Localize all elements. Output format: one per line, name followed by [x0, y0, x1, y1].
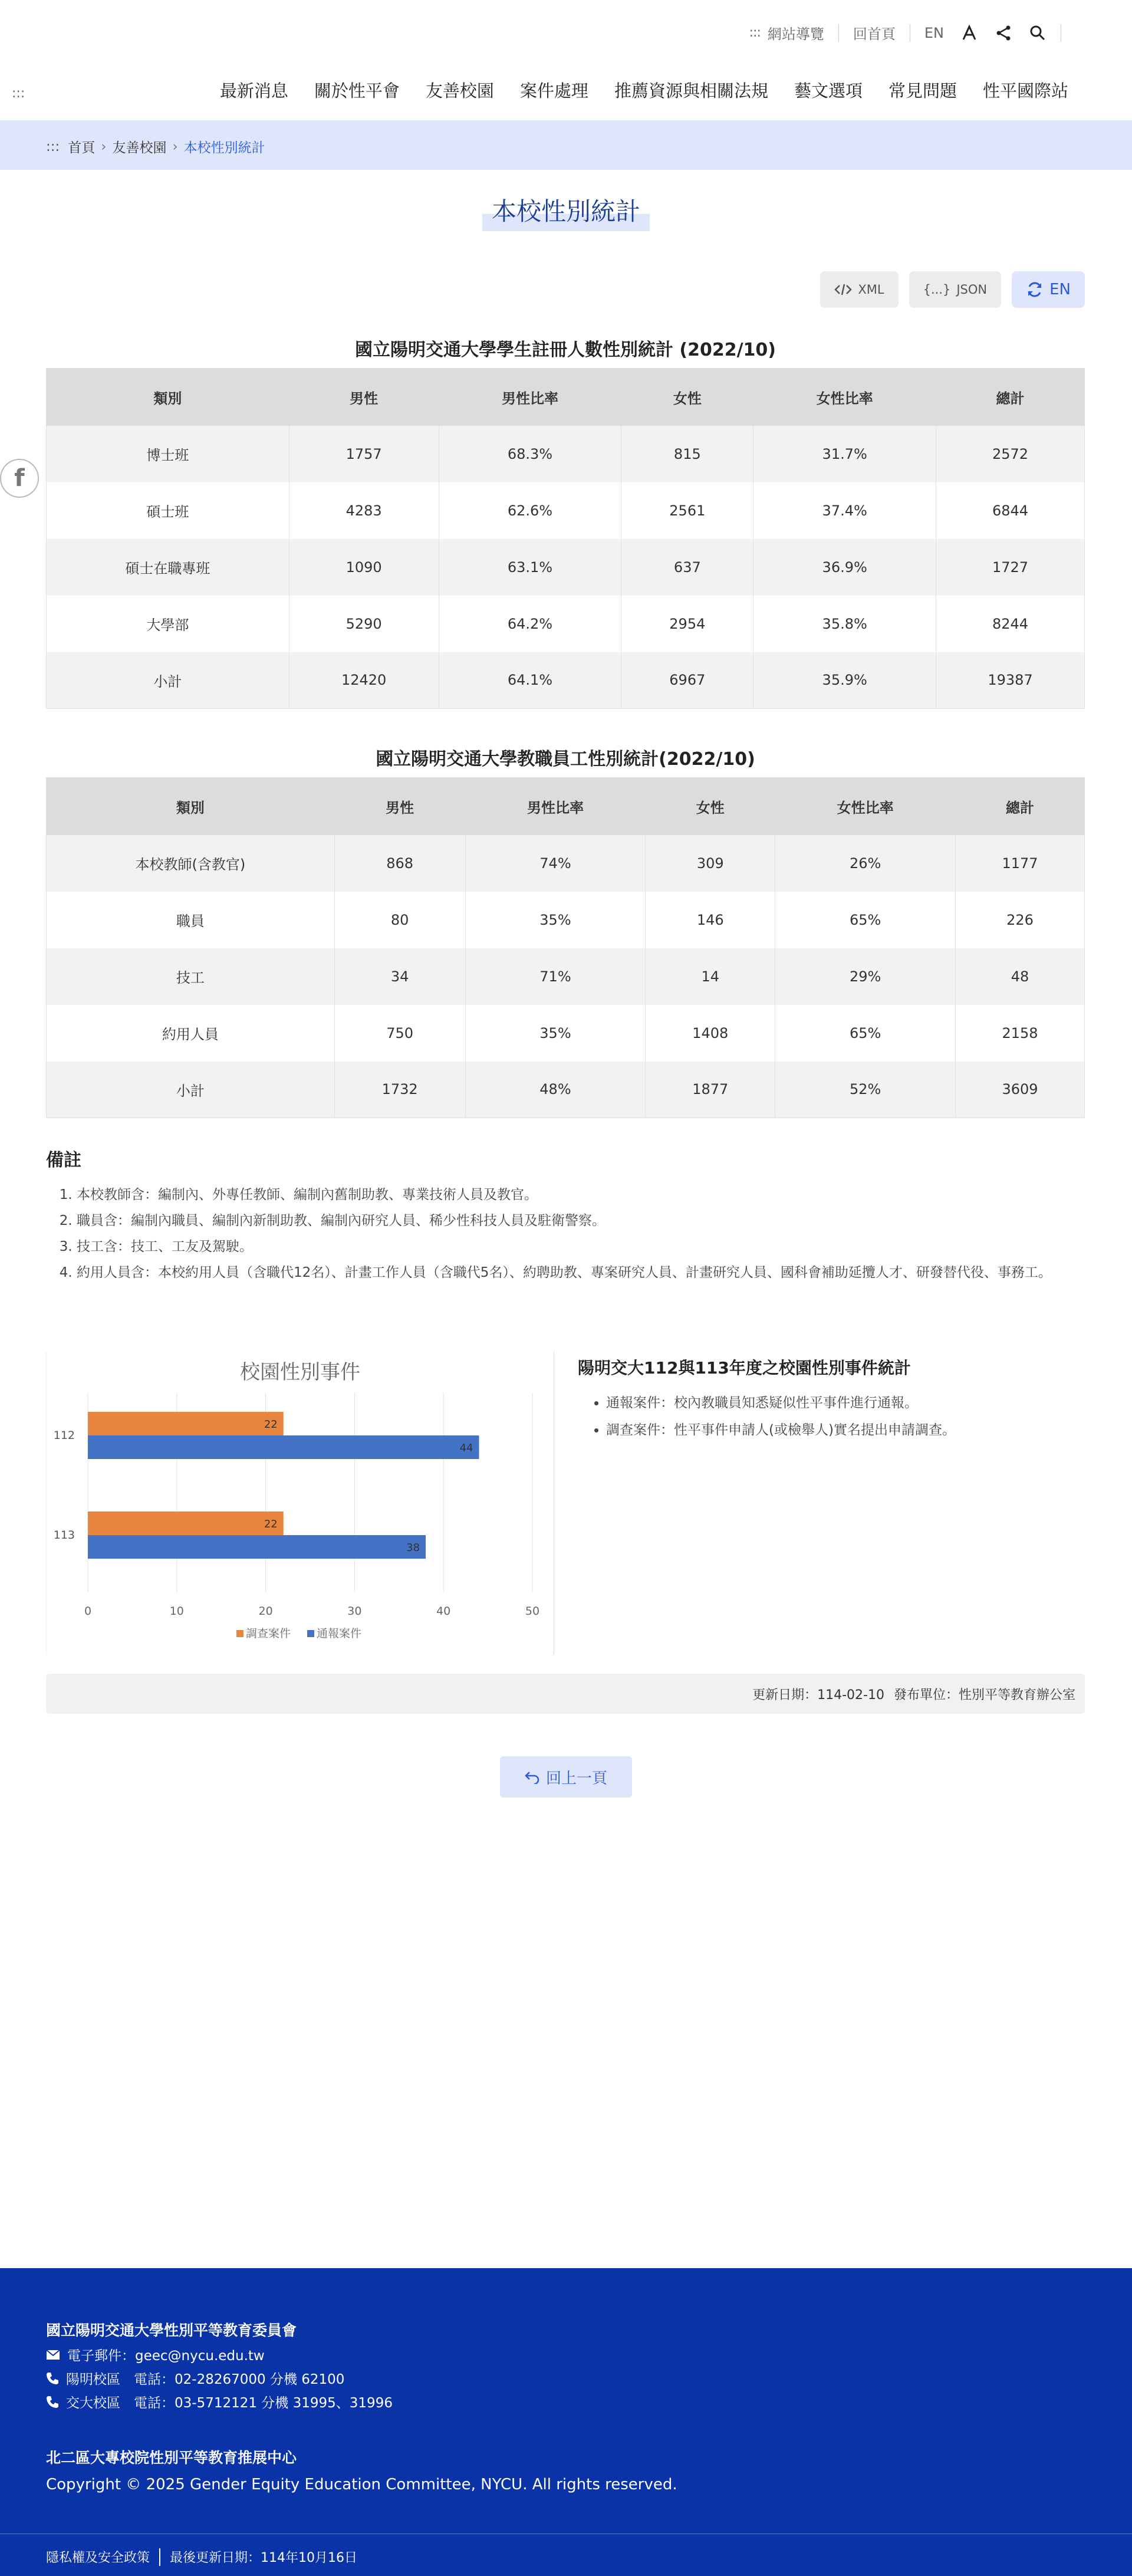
nav-item-resources[interactable]: 推薦資源與相關法規	[614, 81, 768, 101]
note-item: 2. 職員含：編制內職員、編制內新制助教、編制內研究人員、稀少性科技人員及駐衛警察。	[77, 1208, 1085, 1234]
table-cell: 小計	[47, 652, 289, 709]
table-cell: 5290	[289, 596, 439, 652]
legend-label: 通報案件	[317, 1627, 362, 1640]
nav-item-about[interactable]: 關於性平會	[314, 81, 400, 101]
column-header: 類別	[47, 369, 289, 426]
table-cell: 637	[621, 539, 753, 596]
table-header-row	[47, 778, 1085, 835]
table-cell: 63.1%	[439, 539, 621, 596]
json-label: JSON	[956, 282, 988, 297]
json-button[interactable]	[909, 271, 1002, 308]
table-cell: 碩士班	[47, 482, 289, 539]
column-header: 男性比率	[439, 369, 621, 426]
nav-item-arts[interactable]: 藝文選項	[794, 81, 863, 101]
breadcrumb-friendly-campus[interactable]: 友善校園	[112, 140, 167, 156]
y-tick-label: 113	[53, 1529, 75, 1542]
table-cell: 2158	[956, 1005, 1085, 1062]
incident-summary-title: 陽明交大112與113年度之校園性別事件統計	[578, 1358, 911, 1378]
students-table	[46, 368, 1085, 709]
nav-item-international[interactable]: 性平國際站	[982, 81, 1068, 101]
back-button[interactable]	[500, 1756, 632, 1798]
table-cell: 8244	[936, 596, 1085, 652]
sitemap-link[interactable]: 網站導覽	[767, 26, 824, 42]
data-label: 22	[264, 1518, 278, 1530]
y-tick-label: 112	[53, 1429, 75, 1442]
table-cell: 36.9%	[753, 539, 936, 596]
table-row	[47, 1062, 1085, 1118]
table-cell: 大學部	[47, 596, 289, 652]
x-tick-label: 30	[347, 1605, 362, 1618]
table-cell: 74%	[465, 835, 646, 892]
table-cell: 37.4%	[753, 482, 936, 539]
font-size-icon[interactable]	[960, 24, 978, 42]
xml-label: XML	[858, 282, 884, 297]
chart-title: 校園性別事件	[240, 1361, 360, 1384]
language-link[interactable]: EN	[924, 24, 944, 41]
utility-bar	[749, 22, 1075, 43]
staff-table-title: 國立陽明交通大學教職員工性別統計(2022/10)	[376, 749, 755, 770]
phone-icon	[46, 2396, 59, 2409]
footer-email-line	[46, 2345, 265, 2364]
column-header: 女性	[646, 778, 775, 835]
footer-chiaotung-phone: 交大校區 電話：03-5712121 分機 31995、31996	[66, 2396, 393, 2411]
table-cell: 868	[334, 835, 465, 892]
share-icon[interactable]	[995, 24, 1012, 42]
publish-info-bar	[46, 1674, 1085, 1714]
phone-icon	[46, 2372, 59, 2385]
footer-phone-line	[46, 2392, 393, 2411]
table-cell: 815	[621, 426, 753, 482]
column-header: 女性比率	[775, 778, 956, 835]
table-cell: 本校教師(含教官)	[47, 835, 335, 892]
english-button[interactable]	[1012, 271, 1085, 308]
table-row	[47, 482, 1085, 539]
table-cell: 1408	[646, 1005, 775, 1062]
table-cell: 1177	[956, 835, 1085, 892]
table-cell: 309	[646, 835, 775, 892]
table-cell: 35.8%	[753, 596, 936, 652]
table-cell: 3609	[956, 1062, 1085, 1118]
x-tick-label: 50	[525, 1605, 540, 1618]
table-cell: 1757	[289, 426, 439, 482]
table-cell: 職員	[47, 892, 335, 948]
main-nav	[194, 78, 1068, 102]
footer-yangming-phone: 陽明校區 電話：02-28267000 分機 62100	[66, 2372, 345, 2387]
table-cell: 12420	[289, 652, 439, 709]
staff-table	[46, 777, 1085, 1118]
incident-summary	[578, 1355, 1085, 1444]
incident-item: • 通報案件：校內教職員知悉疑似性平事件進行通報。	[606, 1389, 1085, 1417]
divider	[838, 24, 839, 42]
x-tick-label: 0	[84, 1605, 92, 1618]
nav-item-cases[interactable]: 案件處理	[519, 81, 588, 101]
footer-bottom	[46, 2548, 357, 2566]
chevron-right-icon: ›	[172, 139, 178, 155]
column-header: 男性比率	[465, 778, 646, 835]
table-cell: 1090	[289, 539, 439, 596]
home-link[interactable]: 回首頁	[853, 26, 896, 42]
incident-item: • 調查案件：性平事件申請人(或檢舉人)實名提出申請調查。	[606, 1417, 1085, 1444]
table-cell: 52%	[775, 1062, 956, 1118]
table-cell: 80	[334, 892, 465, 948]
column-header: 女性	[621, 369, 753, 426]
xml-button[interactable]	[820, 271, 898, 308]
bar	[88, 1412, 284, 1435]
table-cell: 14	[646, 948, 775, 1005]
format-buttons	[820, 271, 1085, 308]
braces-icon: {...}	[923, 282, 951, 297]
breadcrumb-dots[interactable]: :::	[46, 139, 60, 155]
bar	[88, 1435, 479, 1459]
breadcrumb-home[interactable]: 首頁	[68, 140, 96, 156]
note-item: 4. 約用人員含：本校約用人員（含職代12名）、計畫工作人員（含職代5名）、約聘助教、專案研究人員、計畫研究人員、國科會補助延攬人才、研發替代役、事務工。	[77, 1260, 1085, 1286]
english-label: EN	[1049, 281, 1071, 298]
nav-item-faq[interactable]: 常見問題	[888, 81, 957, 101]
incident-chart-box	[46, 1352, 554, 1655]
footer-center-name[interactable]: 北二區大專校院性別平等教育推展中心	[46, 2449, 297, 2466]
table-cell: 65%	[775, 892, 956, 948]
table-cell: 34	[334, 948, 465, 1005]
table-cell: 71%	[465, 948, 646, 1005]
x-tick-label: 20	[258, 1605, 273, 1618]
table-cell: 226	[956, 892, 1085, 948]
data-label: 38	[406, 1542, 420, 1554]
table-cell: 146	[646, 892, 775, 948]
footer-org-name: 國立陽明交通大學性別平等教育委員會	[46, 2322, 297, 2339]
table-cell: 35.9%	[753, 652, 936, 709]
table-row	[47, 835, 1085, 892]
legend-label: 調查案件	[246, 1627, 291, 1640]
table-cell: 31.7%	[753, 426, 936, 482]
table-header-row	[47, 369, 1085, 426]
table-cell: 48%	[465, 1062, 646, 1118]
table-cell: 750	[334, 1005, 465, 1062]
column-header: 總計	[936, 369, 1085, 426]
notes-title: 備註	[46, 1150, 81, 1171]
privacy-link[interactable]: 隱私權及安全政策	[46, 2551, 150, 2565]
note-item: 1. 本校教師含：編制內、外專任教師、編制內舊制助教、專業技術人員及教官。	[77, 1182, 1085, 1208]
table-row	[47, 948, 1085, 1005]
table-cell: 6844	[936, 482, 1085, 539]
divider	[159, 2548, 160, 2566]
table-cell: 65%	[775, 1005, 956, 1062]
left-anchor-dots[interactable]: :::	[12, 86, 25, 101]
table-cell: 35%	[465, 1005, 646, 1062]
table-cell: 29%	[775, 948, 956, 1005]
table-cell: 2572	[936, 426, 1085, 482]
table-row	[47, 426, 1085, 482]
legend-swatch	[236, 1630, 243, 1637]
column-header: 女性比率	[753, 369, 936, 426]
table-row	[47, 539, 1085, 596]
back-label: 回上一頁	[545, 1769, 607, 1788]
chevron-right-icon: ›	[101, 139, 107, 155]
table-row	[47, 1005, 1085, 1062]
column-header: 類別	[47, 778, 335, 835]
footer-phone-line	[46, 2368, 344, 2388]
table-cell: 1732	[334, 1062, 465, 1118]
footer-copyright: Copyright © 2025 Gender Equity Education Committee, NYCU. All rights reserved.	[46, 2476, 677, 2493]
table-cell: 技工	[47, 948, 335, 1005]
notes-section	[46, 1145, 1085, 1286]
table-cell: 碩士在職專班	[47, 539, 289, 596]
table-row	[47, 652, 1085, 709]
table-cell: 64.2%	[439, 596, 621, 652]
notes-list	[46, 1182, 1085, 1286]
refresh-icon	[1026, 281, 1044, 298]
table-cell: 小計	[47, 1062, 335, 1118]
last-update: 最後更新日期：114年10月16日	[170, 2551, 357, 2565]
table-cell: 35%	[465, 892, 646, 948]
column-header: 總計	[956, 778, 1085, 835]
footer-email[interactable]: 電子郵件：geec@nycu.edu.tw	[67, 2348, 265, 2364]
table-cell: 48	[956, 948, 1085, 1005]
incident-summary-list	[578, 1389, 1085, 1444]
table-cell: 2561	[621, 482, 753, 539]
back-arrow-icon	[525, 1770, 540, 1784]
breadcrumb-bar	[0, 120, 1132, 170]
sitemap-dots: :::	[749, 25, 761, 40]
search-icon[interactable]	[1029, 24, 1047, 42]
table-cell: 1877	[646, 1062, 775, 1118]
x-tick-label: 40	[436, 1605, 451, 1618]
table-cell: 4283	[289, 482, 439, 539]
note-item: 3. 技工含：技工、工友及駕駛。	[77, 1234, 1085, 1260]
updated-date: 更新日期：114-02-10	[752, 1687, 884, 1703]
publisher: 發布單位：性別平等教育辦公室	[893, 1687, 1075, 1703]
data-label: 22	[264, 1418, 278, 1431]
table-cell: 1727	[936, 539, 1085, 596]
table-cell: 19387	[936, 652, 1085, 709]
table-cell: 62.6%	[439, 482, 621, 539]
table-row	[47, 892, 1085, 948]
facebook-share-icon[interactable]: f	[0, 459, 39, 498]
page-title: 本校性別統計	[482, 192, 650, 231]
table-row	[47, 596, 1085, 652]
x-tick-label: 10	[169, 1605, 184, 1618]
breadcrumb-current: 本校性別統計	[183, 140, 265, 156]
column-header: 男性	[334, 778, 465, 835]
table-cell: 26%	[775, 835, 956, 892]
mail-icon	[46, 2350, 60, 2360]
bar	[88, 1535, 426, 1559]
column-header: 男性	[289, 369, 439, 426]
breadcrumb	[46, 137, 265, 156]
table-cell: 博士班	[47, 426, 289, 482]
table-cell: 2954	[621, 596, 753, 652]
incident-chart	[47, 1352, 554, 1655]
students-table-title: 國立陽明交通大學學生註冊人數性別統計 (2022/10)	[354, 340, 776, 360]
nav-item-friendly-campus[interactable]: 友善校園	[425, 81, 494, 101]
table-cell: 68.3%	[439, 426, 621, 482]
data-label: 44	[459, 1442, 473, 1454]
table-cell: 約用人員	[47, 1005, 335, 1062]
code-icon	[834, 284, 852, 295]
legend-swatch	[307, 1630, 314, 1637]
nav-item-news[interactable]: 最新消息	[219, 81, 288, 101]
bar	[88, 1512, 284, 1535]
table-cell: 6967	[621, 652, 753, 709]
table-cell: 64.1%	[439, 652, 621, 709]
site-footer	[0, 2268, 1132, 2576]
page-title-wrap	[0, 192, 1132, 231]
